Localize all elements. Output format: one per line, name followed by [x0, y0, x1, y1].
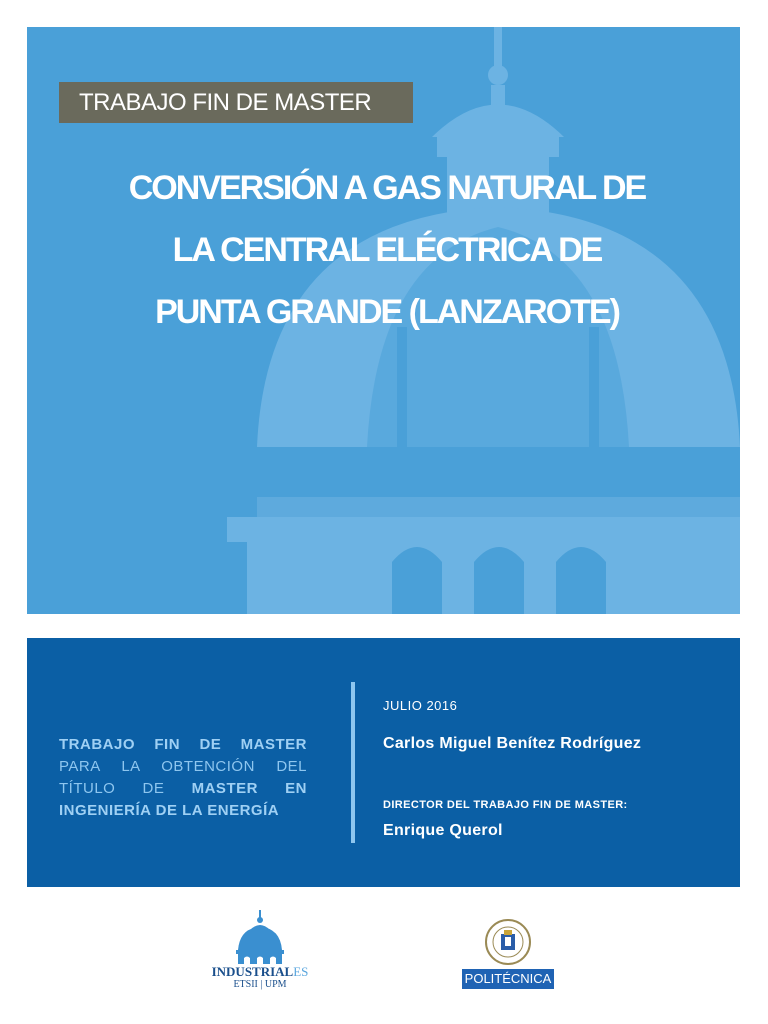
- author-name: Carlos Miguel Benítez Rodríguez: [383, 735, 642, 752]
- degree-line: PARA LA OBTENCIÓN DEL: [59, 758, 307, 775]
- cover-hero: [27, 27, 740, 614]
- vertical-divider: [351, 682, 355, 843]
- university-seal-icon: [484, 918, 532, 966]
- date: JULIO 2016: [383, 698, 458, 713]
- upm-logo: [462, 916, 554, 991]
- upm-wordmark: POLITÉCNICA: [462, 969, 554, 989]
- degree-statement: [59, 734, 307, 822]
- title-line: PUNTA GRANDE (LANZAROTE): [155, 293, 619, 331]
- dome-logo-icon: [230, 910, 290, 964]
- degree-line: TÍTULO DE: [59, 780, 165, 797]
- info-panel: [27, 638, 740, 887]
- industriales-logo: [205, 910, 315, 992]
- document-type-label: TRABAJO FIN DE MASTER: [59, 82, 413, 123]
- wordmark-main: INDUSTRIAL: [211, 964, 294, 979]
- degree-line: MASTER EN: [191, 780, 307, 797]
- title-line: LA CENTRAL ELÉCTRICA DE: [172, 231, 602, 269]
- director-name: Enrique Querol: [383, 822, 503, 839]
- director-label: DIRECTOR DEL TRABAJO FIN DE MASTER:: [383, 799, 628, 811]
- title-line: CONVERSIÓN A GAS NATURAL DE: [128, 169, 646, 207]
- degree-line: TRABAJO FIN DE MASTER: [59, 736, 307, 753]
- industriales-wordmark: [205, 964, 315, 980]
- wordmark-suffix: ES: [293, 964, 309, 979]
- degree-line: INGENIERÍA DE LA ENERGÍA: [59, 802, 280, 819]
- thesis-title: [67, 157, 707, 343]
- industriales-subtitle: ETSII | UPM: [233, 979, 287, 990]
